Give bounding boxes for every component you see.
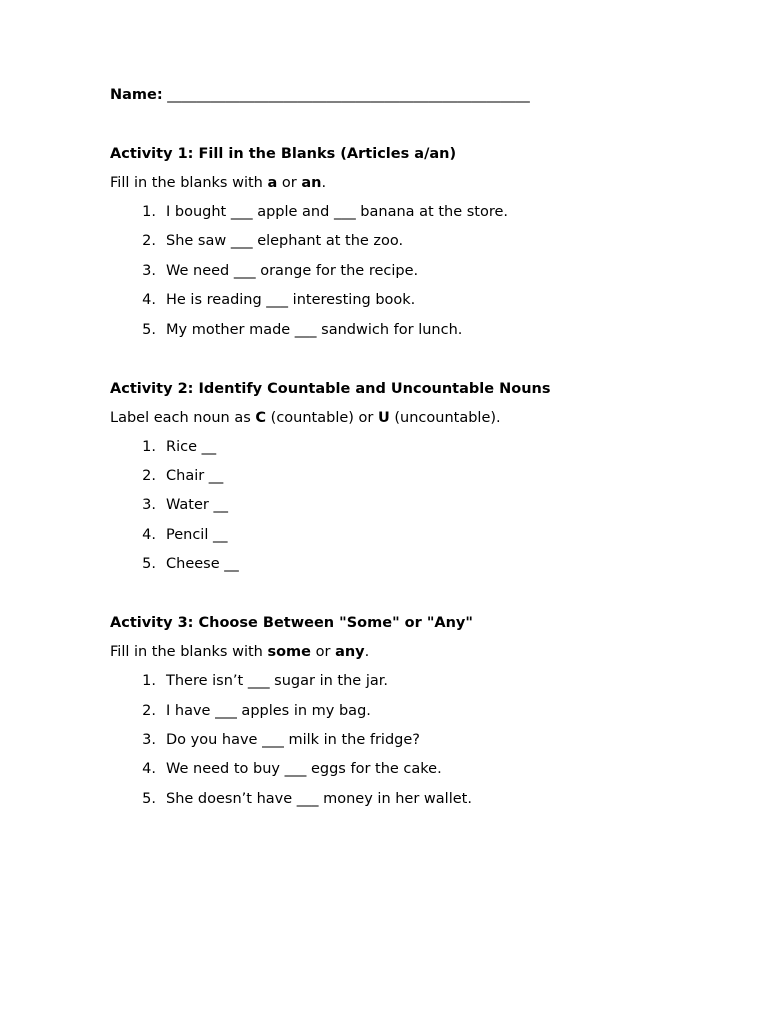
instr-bold: C bbox=[255, 409, 267, 426]
item-text: I bought ___ apple and ___ banana at the store. bbox=[166, 204, 509, 220]
item-number: 3. bbox=[142, 731, 156, 748]
list-item bbox=[110, 436, 710, 458]
instr-text: (countable) or bbox=[266, 409, 378, 426]
instr-text: or bbox=[277, 175, 302, 191]
item-text: She doesn’t have ___ money in her wallet. bbox=[166, 790, 472, 807]
list-item bbox=[110, 319, 710, 341]
item-number: 1. bbox=[142, 438, 156, 455]
activity-2 bbox=[110, 378, 710, 576]
list-item bbox=[110, 465, 710, 487]
item-text: He is reading ___ interesting book. bbox=[166, 292, 416, 309]
question-list bbox=[110, 201, 710, 341]
item-number: 3. bbox=[142, 262, 156, 279]
list-item bbox=[110, 670, 710, 692]
item-text: Pencil __ bbox=[166, 526, 228, 543]
list-item bbox=[110, 289, 710, 311]
activity-title: Activity 2: Identify Countable and Uncountable Nouns bbox=[110, 380, 551, 397]
instr-bold: U bbox=[377, 409, 390, 426]
item-text: There isn’t ___ sugar in the jar. bbox=[166, 673, 388, 690]
item-text: Rice __ bbox=[166, 438, 217, 455]
name-blank: __________________________________________________ bbox=[167, 87, 530, 103]
list-item bbox=[110, 788, 710, 810]
activity-title: Activity 3: Choose Between "Some" or "Any" bbox=[110, 615, 473, 632]
item-number: 4. bbox=[142, 526, 156, 543]
item-number: 3. bbox=[142, 497, 156, 514]
item-number: 2. bbox=[142, 467, 156, 484]
item-number: 1. bbox=[142, 673, 156, 690]
list-item bbox=[110, 758, 710, 780]
list-item bbox=[110, 729, 710, 751]
instr-bold: any bbox=[335, 644, 365, 661]
item-number: 5. bbox=[142, 790, 156, 807]
item-number: 4. bbox=[142, 761, 156, 778]
instr-text: . bbox=[321, 175, 327, 191]
activity-instructions bbox=[110, 407, 710, 429]
list-item bbox=[110, 260, 710, 282]
list-item bbox=[110, 230, 710, 252]
item-number: 2. bbox=[142, 233, 156, 250]
instr-bold: some bbox=[267, 644, 312, 661]
item-text: Do you have ___ milk in the fridge? bbox=[166, 731, 420, 748]
item-text: We need ___ orange for the recipe. bbox=[166, 262, 419, 279]
question-list bbox=[110, 670, 710, 810]
activity-instructions bbox=[110, 641, 710, 663]
item-text: Chair __ bbox=[166, 467, 224, 484]
name-line bbox=[110, 84, 710, 106]
question-list bbox=[110, 436, 710, 576]
item-text: Water __ bbox=[166, 497, 228, 514]
instr-text: . bbox=[364, 644, 370, 661]
instr-bold: a bbox=[267, 175, 278, 191]
item-text: She saw ___ elephant at the zoo. bbox=[166, 233, 404, 250]
activity-3 bbox=[110, 612, 710, 810]
item-number: 5. bbox=[142, 556, 156, 573]
item-number: 1. bbox=[142, 204, 156, 220]
list-item bbox=[110, 700, 710, 722]
list-item bbox=[110, 494, 710, 516]
instr-text: Label each noun as bbox=[110, 409, 256, 426]
item-number: 5. bbox=[142, 321, 156, 338]
instr-text: Fill in the blanks with bbox=[110, 644, 268, 661]
instr-text: Fill in the blanks with bbox=[110, 175, 268, 191]
instr-text: or bbox=[311, 644, 336, 661]
instr-text: (uncountable). bbox=[389, 409, 501, 426]
name-label: Name: bbox=[110, 87, 163, 103]
activity-instructions bbox=[110, 172, 710, 194]
item-text: Cheese __ bbox=[166, 556, 239, 573]
activity-title: Activity 1: Fill in the Blanks (Articles a/an) bbox=[110, 146, 457, 162]
item-number: 4. bbox=[142, 292, 156, 309]
instr-bold: an bbox=[301, 175, 322, 191]
item-text: My mother made ___ sandwich for lunch. bbox=[166, 321, 463, 338]
activity-1 bbox=[110, 143, 710, 341]
item-text: I have ___ apples in my bag. bbox=[166, 702, 371, 719]
item-text: We need to buy ___ eggs for the cake. bbox=[166, 761, 442, 778]
list-item bbox=[110, 201, 710, 223]
list-item bbox=[110, 553, 710, 575]
worksheet bbox=[110, 84, 710, 817]
list-item bbox=[110, 524, 710, 546]
item-number: 2. bbox=[142, 702, 156, 719]
